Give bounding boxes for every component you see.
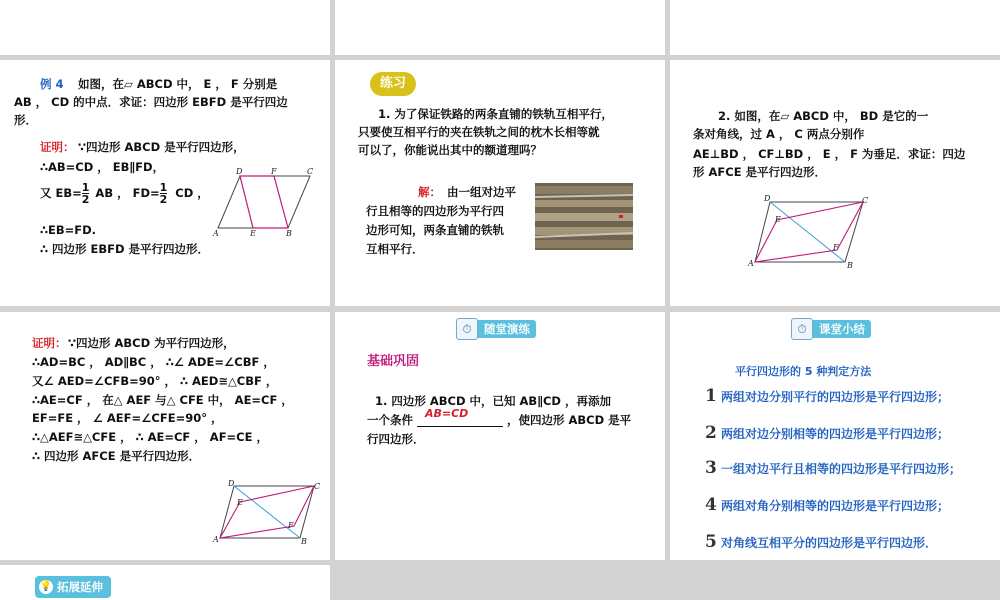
proof2-line-7: ∴ 四边形 AFCE 是平行四边形． — [32, 449, 201, 463]
label-B: B — [286, 229, 292, 238]
problem2-line-2: 条对角线，过 A ， C 两点分别作 — [693, 127, 865, 141]
practice-tag — [456, 318, 536, 340]
answer-blank — [417, 407, 503, 427]
problem-line-1: 如图，在▱ ABCD 中， E ， F 分别是 — [78, 77, 278, 91]
section-title: 基础巩固 — [367, 354, 420, 369]
proof2-line-3: 又∠ AED=∠CFB=90° ， ∴ AED≅△CBF ， — [32, 374, 278, 388]
exercise-line-1: 1. 四边形 ABCD 中，已知 AB∥CD ，再添加 — [375, 394, 611, 408]
label-D: D — [764, 194, 771, 203]
clock-icon: ⏱ — [791, 318, 813, 340]
problem2-line-3: AE⊥BD ， CF⊥BD ， E ， F 为垂足．求证：四边 — [693, 147, 966, 161]
label-D: D — [228, 479, 235, 488]
proof-label: 证明： — [40, 140, 75, 154]
parallelogram-figure-afce — [745, 192, 875, 272]
label-F: F — [288, 521, 294, 530]
proof-line-3 — [40, 178, 209, 208]
example-label: 例 4 — [40, 77, 64, 91]
exercise-line-2a: 一个条件 — [367, 413, 413, 427]
problem-line-3: 形． — [14, 113, 37, 127]
label-A: A — [213, 535, 219, 544]
label-F: F — [833, 243, 839, 252]
proof2-line-5: EF=FE ， ∠ AEF=∠CFE=90° ， — [32, 411, 223, 425]
proof-line-2: ∴AB=CD ， EB∥FD， — [40, 160, 165, 174]
answer-label: 解： — [418, 185, 441, 199]
label-D: D — [236, 167, 243, 176]
parallelogram-figure-ebfd — [210, 166, 320, 238]
railway-photo — [535, 183, 633, 250]
clock-icon: ⏱ — [456, 318, 478, 340]
summary-title: 平行四边形的 5 种判定方法 — [735, 365, 872, 378]
slide-thumbnail-3[interactable] — [670, 0, 1000, 55]
proof2-line-2: ∴AD=BC ， AD∥BC ， ∴∠ ADE=∠CBF ， — [32, 355, 275, 369]
proof-line-3b: AB ， FD= — [95, 186, 160, 200]
summary-tag-label: 课堂小结 — [813, 320, 871, 338]
proof2-line-6: ∴△AEF≅△CFE ， ∴ AE=CF ， AF=CE ， — [32, 430, 268, 444]
label-E: E — [250, 229, 256, 238]
answer-line-4: 互相平行． — [366, 242, 424, 256]
label-A: A — [748, 259, 754, 268]
label-F: F — [271, 167, 277, 176]
question-line-1: 1. 为了保证铁路的两条直铺的铁轨互相平行， — [378, 107, 613, 121]
slide-thumbnail-1[interactable] — [0, 0, 330, 55]
label-C: C — [862, 196, 869, 205]
parallelogram-figure-afce-2 — [210, 478, 325, 546]
extension-tag — [35, 576, 111, 598]
label-C: C — [307, 167, 314, 176]
proof-line-3a: 又 EB= — [40, 186, 82, 200]
label-E: E — [237, 498, 243, 507]
answer-line-1: 由一组对边平 — [447, 185, 516, 199]
summary-item-1: 1 两组对边分别平行的四边形是平行四边形； — [705, 386, 950, 406]
label-C: C — [314, 482, 321, 491]
proof-line-5: ∴ 四边形 EBFD 是平行四边形． — [40, 242, 210, 256]
question-line-3: 可以了，你能说出其中的额道理吗？ — [358, 143, 542, 157]
problem2-line-4: 形 AFCE 是平行四边形． — [693, 165, 827, 179]
summary-item-5: 5 对角线互相平分的四边形是平行四边形． — [705, 532, 938, 552]
answer-line-2: 行且相等的四边形为平行四 — [366, 204, 504, 218]
problem2-line-1: 2. 如图，在▱ ABCD 中， BD 是它的一 — [718, 109, 929, 123]
summary-item-2: 2 两组对边分别相等的四边形是平行四边形； — [705, 423, 950, 443]
exercise-line-2 — [367, 407, 632, 429]
lightbulb-icon: 💡 — [39, 581, 53, 592]
proof2-label: 证明： — [32, 336, 67, 350]
extension-tag-label: 拓展延伸 — [57, 580, 103, 594]
practice-badge: 练习 — [370, 72, 416, 96]
practice-tag-label: 随堂演练 — [478, 320, 536, 338]
exercise-line-3: 行四边形． — [367, 432, 425, 446]
label-B: B — [301, 537, 307, 546]
fraction-half: $\frac{1}{2}$ — [81, 180, 90, 206]
exercise-line-2b: ，使四边形 ABCD 是平 — [507, 413, 632, 427]
proof-line-3c: CD ， — [175, 186, 209, 200]
label-E: E — [775, 215, 781, 224]
summary-tag — [791, 318, 871, 340]
summary-item-4: 4 两组对角分别相等的四边形是平行四边形； — [705, 495, 950, 515]
question-line-2: 只要使互相平行的夹在铁轨之间的枕木长相等就 — [358, 125, 600, 139]
answer-line-3: 边形可知，两条直铺的铁轨 — [366, 223, 504, 237]
proof2-line-1: ∵四边形 ABCD 为平行四边形， — [68, 336, 235, 350]
summary-item-3: 3 一组对边平行且相等的四边形是平行四边形； — [705, 458, 962, 478]
fraction-half-2: $\frac{1}{2}$ — [159, 180, 168, 206]
label-A: A — [213, 229, 219, 238]
slide-thumbnail-2[interactable] — [335, 0, 665, 55]
blank-answer-text: AB=CD — [425, 407, 469, 420]
problem-line-2: AB ， CD 的中点．求证：四边形 EBFD 是平行四边 — [14, 95, 288, 109]
proof-line-1: ∵四边形 ABCD 是平行四边形， — [78, 140, 245, 154]
proof-line-4: ∴EB=FD. — [40, 223, 97, 237]
label-B: B — [847, 261, 853, 270]
proof2-line-4: ∴AE=CF ， 在△ AEF 与△ CFE 中， AE=CF ， — [32, 393, 293, 407]
